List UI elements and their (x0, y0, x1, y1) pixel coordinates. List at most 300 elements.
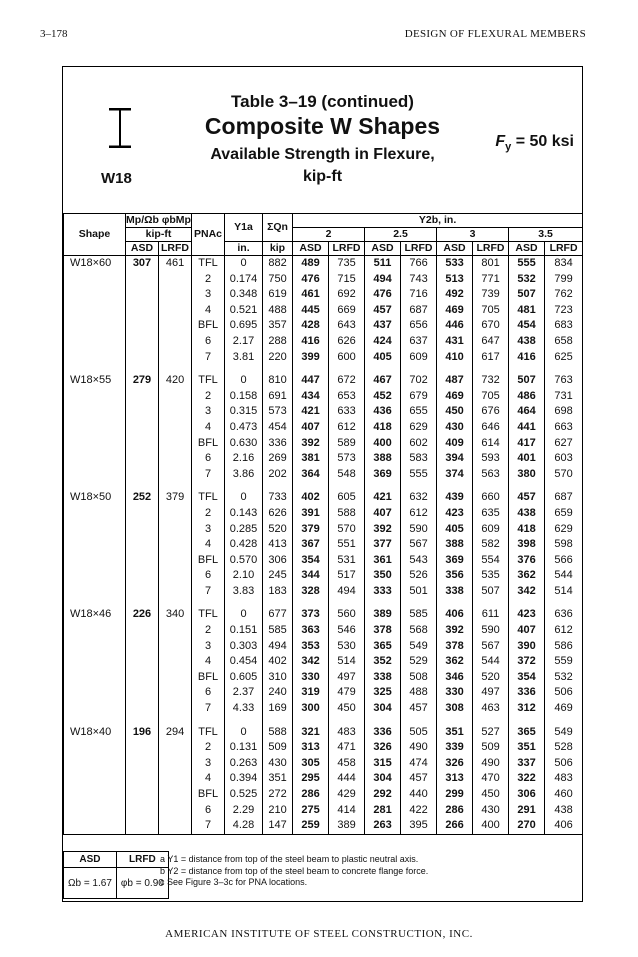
table-cell: 286 (437, 803, 473, 819)
shape-group-label: W18 (101, 170, 132, 187)
table-cell: 398 (509, 537, 545, 553)
table-cell: 0.394 (225, 771, 263, 787)
table-cell: 586 (545, 639, 583, 655)
table-cell: 373 (293, 607, 329, 623)
table-cell: 507 (473, 584, 509, 600)
table-cell: 470 (473, 771, 509, 787)
table-cell: 430 (437, 420, 473, 436)
table-cell: 605 (329, 490, 365, 506)
table-cell: 490 (473, 756, 509, 772)
table-cell: 340 (159, 607, 192, 623)
table-cell: 636 (545, 607, 583, 623)
table-cell: 351 (437, 725, 473, 741)
table-cell: 416 (293, 334, 329, 350)
table-cell: 0 (225, 373, 263, 389)
table-cell: 637 (401, 334, 437, 350)
table-cell: 279 (126, 373, 159, 389)
table-cell: 619 (263, 287, 293, 303)
table-cell: 626 (263, 506, 293, 522)
table-cell: 508 (401, 670, 437, 686)
table-cell: 322 (509, 771, 545, 787)
table-cell: 389 (365, 607, 401, 623)
table-cell: 3 (192, 522, 225, 538)
table-cell: 6 (192, 803, 225, 819)
table-cell (126, 654, 159, 670)
table-cell: 413 (263, 537, 293, 553)
table-cell: 2 (192, 506, 225, 522)
table-cell: 0.263 (225, 756, 263, 772)
table-cell: 488 (401, 685, 437, 701)
group-spacer (64, 365, 583, 373)
header-mp-units: kip-ft (126, 228, 192, 242)
table-cell: 461 (293, 287, 329, 303)
table-row (64, 490, 583, 506)
table-cell: 394 (437, 451, 473, 467)
table-cell: 420 (159, 373, 192, 389)
table-cell: 438 (545, 803, 583, 819)
table-cell: 588 (263, 725, 293, 741)
spacer-cell (329, 599, 365, 607)
table-cell: 731 (545, 389, 583, 405)
header-y2-value: 2.5 (365, 228, 437, 242)
spacer-cell (263, 599, 293, 607)
table-cell: 263 (365, 818, 401, 834)
table-cell: 4.28 (225, 818, 263, 834)
table-cell: 458 (329, 756, 365, 772)
table-cell (126, 553, 159, 569)
table-cell: 351 (509, 740, 545, 756)
table-cell: 603 (545, 451, 583, 467)
table-cell: 612 (545, 623, 583, 639)
table-cell: W18×55 (64, 373, 126, 389)
table-cell: 810 (263, 373, 293, 389)
table-cell: 633 (329, 404, 365, 420)
table-cell (64, 537, 126, 553)
table-cell: 286 (293, 787, 329, 803)
table-cell: 0.285 (225, 522, 263, 538)
resistance-factors (63, 851, 169, 899)
spacer-cell (437, 482, 473, 490)
table-cell: 669 (329, 303, 365, 319)
table-cell: 351 (263, 771, 293, 787)
table-cell: 494 (365, 272, 401, 288)
table-cell (159, 506, 192, 522)
table-cell: 7 (192, 701, 225, 717)
table-cell (64, 818, 126, 834)
table-cell: 356 (437, 568, 473, 584)
table-cell: 369 (365, 467, 401, 483)
table-cell: 330 (293, 670, 329, 686)
table-cell: 507 (509, 287, 545, 303)
table-cell: 663 (545, 420, 583, 436)
table-row (64, 467, 583, 483)
table-cell (126, 771, 159, 787)
table-cell (159, 404, 192, 420)
table-cell: 7 (192, 350, 225, 366)
table-cell: 677 (263, 607, 293, 623)
table-cell: 568 (401, 623, 437, 639)
table-cell: 307 (126, 256, 159, 272)
table-cell: 559 (545, 654, 583, 670)
table-cell: 762 (545, 287, 583, 303)
table-cell: 202 (263, 467, 293, 483)
table-cell: 336 (365, 725, 401, 741)
table-cell: 295 (293, 771, 329, 787)
table-cell (64, 451, 126, 467)
table-cell: 716 (401, 287, 437, 303)
table-cell: 440 (401, 787, 437, 803)
table-cell: 2 (192, 389, 225, 405)
table-cell: 338 (365, 670, 401, 686)
table-cell: 319 (293, 685, 329, 701)
table-cell: 509 (473, 740, 509, 756)
table-cell: 3 (192, 287, 225, 303)
table-cell: 390 (509, 639, 545, 655)
table-cell: 259 (293, 818, 329, 834)
table-cell: 670 (473, 318, 509, 334)
table-cell: 281 (365, 803, 401, 819)
spacer-cell (329, 717, 365, 725)
table-cell: W18×60 (64, 256, 126, 272)
table-cell: 437 (365, 318, 401, 334)
table-cell: 363 (293, 623, 329, 639)
table-cell: 463 (473, 701, 509, 717)
table-cell: 723 (545, 303, 583, 319)
table-cell (64, 467, 126, 483)
table-cell: 367 (293, 537, 329, 553)
table-cell: 611 (473, 607, 509, 623)
table-cell (159, 670, 192, 686)
table-cell: 418 (509, 522, 545, 538)
table-cell: 705 (473, 389, 509, 405)
table-cell: TFL (192, 256, 225, 272)
spacer-cell (64, 599, 126, 607)
table-cell: W18×40 (64, 725, 126, 741)
table-cell: 647 (473, 334, 509, 350)
spacer-cell (401, 599, 437, 607)
table-cell: BFL (192, 787, 225, 803)
table-cell (64, 670, 126, 686)
table-cell: 517 (329, 568, 365, 584)
spacer-cell (437, 365, 473, 373)
spacer-cell (365, 717, 401, 725)
group-spacer (64, 599, 583, 607)
table-cell: 627 (545, 436, 583, 452)
table-cell: 300 (293, 701, 329, 717)
table-cell (64, 771, 126, 787)
table-cell: 3 (192, 756, 225, 772)
omega-factor: Ωb = 1.67 (64, 868, 117, 899)
table-cell: 306 (509, 787, 545, 803)
table-cell: 342 (509, 584, 545, 600)
table-row (64, 787, 583, 803)
table-cell: 0 (225, 607, 263, 623)
table-cell: 612 (401, 506, 437, 522)
table-cell: 2.37 (225, 685, 263, 701)
spacer-cell (329, 365, 365, 373)
table-cell: 409 (437, 436, 473, 452)
table-cell: 438 (509, 334, 545, 350)
table-cell (126, 756, 159, 772)
table-cell: 629 (401, 420, 437, 436)
spacer-cell (473, 717, 509, 725)
table-row (64, 725, 583, 741)
table-cell: 378 (365, 623, 401, 639)
table-cell: 692 (329, 287, 365, 303)
table-cell: 400 (365, 436, 401, 452)
table-cell: 2 (192, 272, 225, 288)
table-row (64, 272, 583, 288)
table-cell: 457 (509, 490, 545, 506)
table-row (64, 256, 583, 272)
table-cell: 687 (545, 490, 583, 506)
table-cell (159, 623, 192, 639)
table-cell: 2 (192, 740, 225, 756)
spacer-cell (545, 482, 583, 490)
table-cell: 421 (365, 490, 401, 506)
table-cell: 2.17 (225, 334, 263, 350)
table-cell: 436 (365, 404, 401, 420)
table-cell (64, 389, 126, 405)
table-cell: 454 (509, 318, 545, 334)
table-cell: 469 (545, 701, 583, 717)
table-cell (64, 553, 126, 569)
table-cell: 483 (329, 725, 365, 741)
spacer-cell (473, 482, 509, 490)
table-cell: 294 (159, 725, 192, 741)
table-cell: 679 (401, 389, 437, 405)
spacer-cell (192, 482, 225, 490)
table-cell (126, 303, 159, 319)
header-y2-value: 3.5 (509, 228, 583, 242)
table-cell (64, 334, 126, 350)
table-cell (159, 553, 192, 569)
yield-strength: $F_y = 50$ ksi (495, 133, 574, 154)
table-cell: 743 (401, 272, 437, 288)
table-cell (126, 522, 159, 538)
table-cell: 292 (365, 787, 401, 803)
table-cell: 313 (293, 740, 329, 756)
table-cell: 0.570 (225, 553, 263, 569)
table-cell: 658 (545, 334, 583, 350)
spacer-cell (293, 717, 329, 725)
table-cell: 362 (437, 654, 473, 670)
table-cell: 732 (473, 373, 509, 389)
table-cell: 379 (293, 522, 329, 538)
table-cell: 446 (437, 318, 473, 334)
footnotes (160, 854, 428, 889)
table-cell: W18×46 (64, 607, 126, 623)
table-cell: 304 (365, 701, 401, 717)
table-cell: 353 (293, 639, 329, 655)
table-cell: 336 (263, 436, 293, 452)
table-cell: 417 (509, 436, 545, 452)
table-cell: 196 (126, 725, 159, 741)
table-cell: BFL (192, 553, 225, 569)
table-cell: 0.695 (225, 318, 263, 334)
table-cell (126, 334, 159, 350)
table-cell (159, 568, 192, 584)
table-cell: 169 (263, 701, 293, 717)
spacer-cell (225, 717, 263, 725)
spacer-cell (509, 365, 545, 373)
spacer-cell (473, 365, 509, 373)
table-cell: 476 (365, 287, 401, 303)
table-cell: 4 (192, 303, 225, 319)
table-cell: 321 (293, 725, 329, 741)
table-cell: 457 (401, 771, 437, 787)
table-cell (126, 420, 159, 436)
header-asd: ASD (365, 242, 401, 256)
table-body (64, 256, 583, 835)
table-cell: 430 (473, 803, 509, 819)
table-cell: 6 (192, 334, 225, 350)
table-row (64, 607, 583, 623)
header-asd: ASD (126, 242, 159, 256)
spacer-cell (192, 365, 225, 373)
table-cell: 573 (329, 451, 365, 467)
table-cell: 582 (473, 537, 509, 553)
table-cell (159, 522, 192, 538)
spacer-cell (545, 365, 583, 373)
table-cell: 750 (263, 272, 293, 288)
table-cell: 299 (437, 787, 473, 803)
table-cell: 609 (473, 522, 509, 538)
table-cell: 4 (192, 654, 225, 670)
table-cell: 288 (263, 334, 293, 350)
table-cell: 554 (473, 553, 509, 569)
table-cell (126, 451, 159, 467)
table-cell: 350 (365, 568, 401, 584)
page-number: 3–178 (40, 28, 68, 40)
footer-asd: ASD (64, 852, 117, 868)
table-cell: 7 (192, 584, 225, 600)
table-row (64, 303, 583, 319)
chapter-title: DESIGN OF FLEXURAL MEMBERS (404, 28, 586, 40)
table-row (64, 639, 583, 655)
table-cell: 381 (293, 451, 329, 467)
table-cell: 513 (437, 272, 473, 288)
table-cell: 406 (437, 607, 473, 623)
table-row (64, 287, 583, 303)
table-cell: 509 (263, 740, 293, 756)
table-cell: 0.158 (225, 389, 263, 405)
table-cell: 486 (509, 389, 545, 405)
table-cell (126, 787, 159, 803)
table-cell (64, 639, 126, 655)
table-cell: 315 (365, 756, 401, 772)
table-cell: 490 (401, 740, 437, 756)
table-cell (159, 787, 192, 803)
table-cell: 395 (401, 818, 437, 834)
table-cell (64, 654, 126, 670)
group-spacer (64, 482, 583, 490)
spacer-cell (545, 717, 583, 725)
table-row (64, 537, 583, 553)
table-cell (126, 584, 159, 600)
spacer-cell (159, 482, 192, 490)
table-cell (64, 568, 126, 584)
table-cell: 344 (293, 568, 329, 584)
table-cell: 447 (293, 373, 329, 389)
table-cell: 388 (365, 451, 401, 467)
table-cell: 497 (329, 670, 365, 686)
table-cell: 487 (437, 373, 473, 389)
publisher: AMERICAN INSTITUTE OF STEEL CONSTRUCTION, INC. (165, 928, 473, 940)
table-cell: 507 (509, 373, 545, 389)
spacer-cell (159, 717, 192, 725)
table-cell: 2.29 (225, 803, 263, 819)
footer (63, 851, 582, 901)
table-cell: 560 (329, 607, 365, 623)
table-cell: 379 (159, 490, 192, 506)
table-cell: 474 (401, 756, 437, 772)
spacer-cell (126, 482, 159, 490)
spacer-cell (126, 599, 159, 607)
table-cell: 407 (509, 623, 545, 639)
table-cell (126, 701, 159, 717)
table-cell: BFL (192, 318, 225, 334)
table-cell: 450 (437, 404, 473, 420)
table-cell: 532 (509, 272, 545, 288)
spacer-cell (473, 599, 509, 607)
table-cell (159, 436, 192, 452)
table-cell: 338 (437, 584, 473, 600)
strength-table (63, 213, 583, 835)
spacer-cell (293, 599, 329, 607)
table-cell: 402 (293, 490, 329, 506)
table-cell: 310 (263, 670, 293, 686)
table-cell: 226 (126, 607, 159, 623)
table-cell: 4 (192, 420, 225, 436)
table-cell: 304 (365, 771, 401, 787)
spacer-cell (263, 365, 293, 373)
table-cell: BFL (192, 436, 225, 452)
table-cell: 461 (159, 256, 192, 272)
table-cell (159, 303, 192, 319)
header-y2-value: 2 (293, 228, 365, 242)
table-cell: 626 (329, 334, 365, 350)
table-cell: 555 (401, 467, 437, 483)
table-cell: 7 (192, 467, 225, 483)
header-in: in. (225, 242, 263, 256)
table-cell (159, 287, 192, 303)
header-lrfd: LRFD (159, 242, 192, 256)
table-cell: 481 (509, 303, 545, 319)
table-cell: 585 (263, 623, 293, 639)
table-cell: 354 (293, 553, 329, 569)
table-row (64, 420, 583, 436)
table-cell: 3 (192, 404, 225, 420)
table-cell (159, 389, 192, 405)
table-cell: 705 (473, 303, 509, 319)
table-cell: 414 (329, 803, 365, 819)
table-cell (159, 537, 192, 553)
table-row (64, 685, 583, 701)
table-cell: 617 (473, 350, 509, 366)
table-cell (126, 467, 159, 483)
table-cell: 376 (509, 553, 545, 569)
spacer-cell (225, 365, 263, 373)
group-spacer (64, 717, 583, 725)
table-cell (126, 404, 159, 420)
table-cell: 364 (293, 467, 329, 483)
table-cell: 505 (401, 725, 437, 741)
table-cell: 655 (401, 404, 437, 420)
footnote-b: b Y2 = distance from top of the steel beam to concrete flange force. (160, 865, 429, 876)
table-cell: 369 (437, 553, 473, 569)
table-cell: 546 (329, 623, 365, 639)
